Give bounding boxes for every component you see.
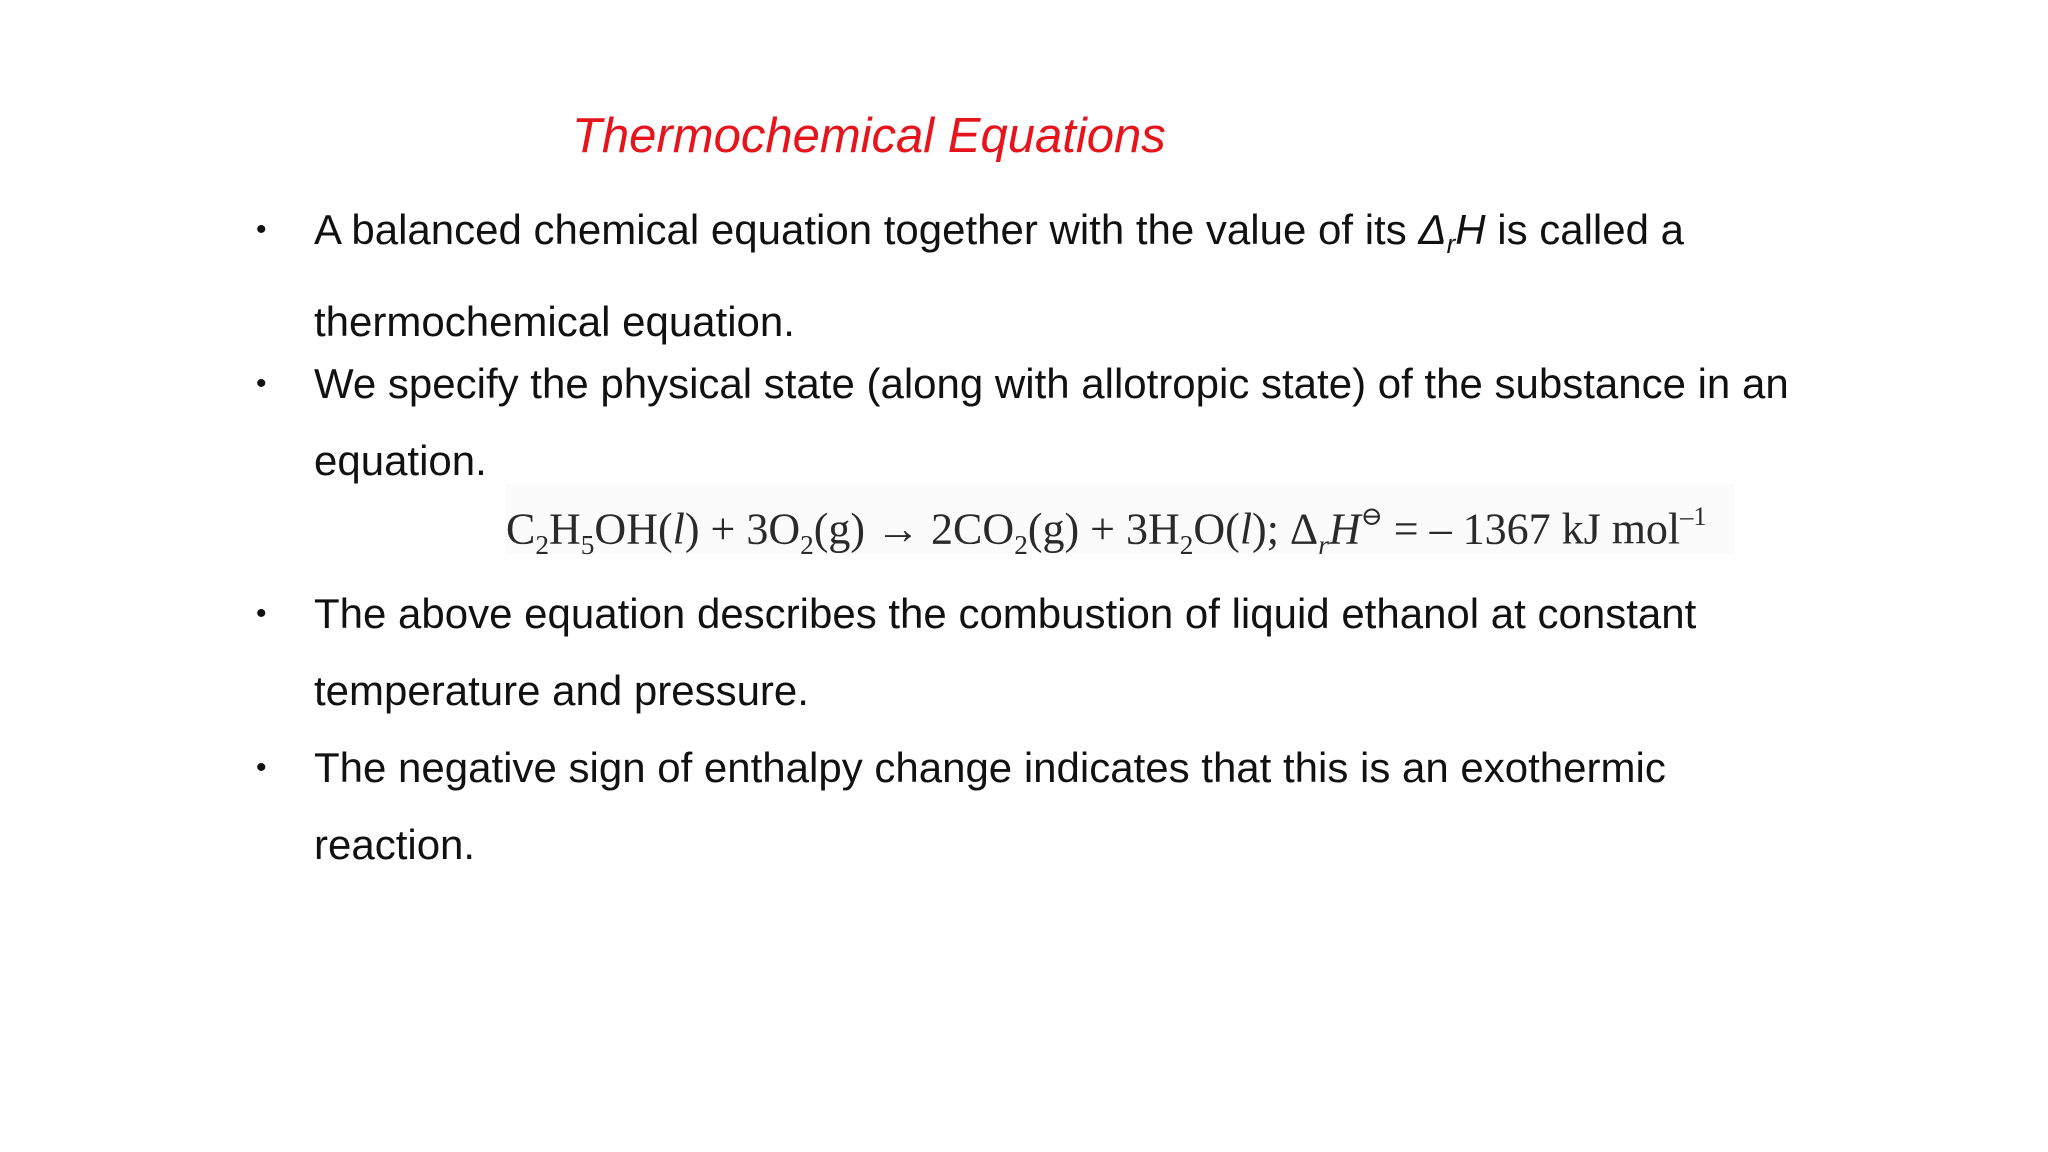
- eq-part: H: [549, 504, 581, 554]
- bullet-text-part: A balanced chemical equation together with the value of its: [314, 206, 1419, 253]
- eq-part: ) + 3O: [684, 504, 801, 554]
- subscript-r: r: [1446, 229, 1456, 260]
- bullet-text-3: The above equation describes the combustion of liquid ethanol at constant temperature and pressure.: [314, 590, 1697, 714]
- delta-symbol: Δ: [1418, 206, 1447, 253]
- combustion-equation: [506, 484, 1734, 560]
- delta-r-h-symbol: [1418, 206, 1486, 260]
- eq-superscript: –1: [1680, 501, 1707, 531]
- eq-part: ); Δ: [1252, 504, 1319, 554]
- eq-subscript: r: [1318, 529, 1329, 560]
- eq-subscript: 2: [1179, 529, 1194, 560]
- eq-subscript: 5: [580, 529, 595, 560]
- eq-subscript: 2: [535, 529, 549, 560]
- slide-title: Thermochemical Equations: [572, 109, 1166, 163]
- bullet-dot: •: [256, 751, 267, 784]
- bullet-text-2: We specify the physical state (along with allotropic state) of the substance in an equation.: [314, 360, 1789, 484]
- bullet-dot: •: [256, 597, 267, 630]
- enthalpy-variable: H: [1455, 206, 1486, 253]
- bullet-text-4: The negative sign of enthalpy change indicates that this is an exothermic reaction.: [314, 744, 1666, 868]
- eq-subscript: 2: [1014, 529, 1028, 560]
- standard-state-symbol: ⊖: [1360, 501, 1383, 531]
- bullet-dot: •: [256, 213, 267, 246]
- eq-part: C: [506, 504, 536, 554]
- eq-part: OH(: [594, 504, 673, 554]
- bullet-text-part: is called a thermochemical equation.: [314, 206, 1685, 346]
- eq-enthalpy-variable: H: [1328, 504, 1361, 554]
- eq-subscript: 2: [800, 529, 814, 560]
- bullet-text-1: [314, 191, 1794, 360]
- eq-value: = – 1367 kJ mol: [1382, 504, 1681, 554]
- eq-state: l: [672, 504, 685, 554]
- eq-state: l: [1239, 504, 1253, 554]
- eq-part: O(: [1193, 504, 1240, 554]
- bullet-dot: •: [256, 367, 267, 400]
- eq-part: (g) + 3H: [1027, 504, 1180, 554]
- eq-part: (g) → 2CO: [813, 504, 1015, 554]
